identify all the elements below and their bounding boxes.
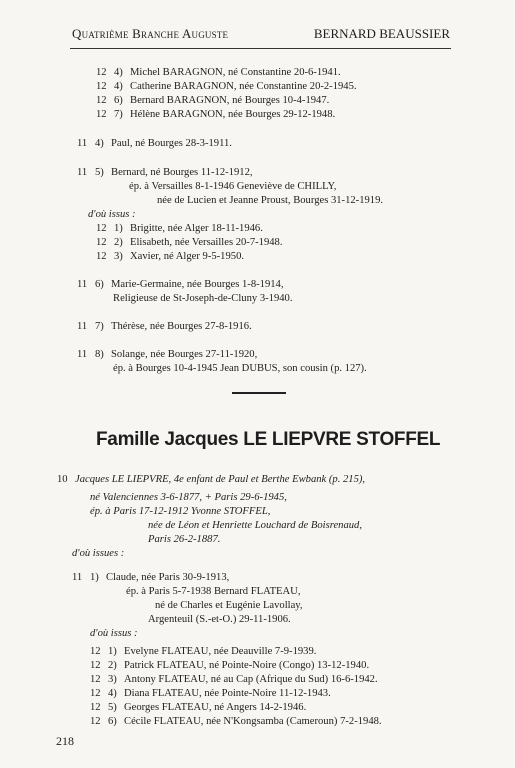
entry-line: 12 3) Antony FLATEAU, né au Cap (Afrique du Sud) 16-6-1942. <box>90 674 378 685</box>
entry-line: ép. à Paris 17-12-1912 Yvonne STOFFEL, <box>90 506 271 517</box>
entry-line: 12 6) Bernard BARAGNON, né Bourges 10-4-1947. <box>96 95 330 106</box>
entry-line: 11 1) Claude, née Paris 30-9-1913, <box>72 572 230 583</box>
entry-line: né de Charles et Eugénie Lavollay, <box>155 600 303 611</box>
entry-line: née de Léon et Henriette Louchard de Boisrenaud, <box>148 520 362 531</box>
entry-line: 12 7) Hélène BARAGNON, née Bourges 29-12-1948. <box>96 109 336 120</box>
entry-line: ép. à Bourges 10-4-1945 Jean DUBUS, son cousin (p. 127). <box>113 363 367 374</box>
header-branch: Quatrième Branche Auguste <box>72 26 229 41</box>
entry-line: 11 7) Thérèse, née Bourges 27-8-1916. <box>77 321 252 332</box>
entry-line: 11 6) Marie-Germaine, née Bourges 1-8-1914, <box>77 279 284 290</box>
entry-line: Paris 26-2-1887. <box>148 534 221 545</box>
family-title: Famille Jacques LE LIEPVRE STOFFEL <box>96 429 441 450</box>
entry-line: 12 4) Catherine BARAGNON, née Constantine 20-2-1945. <box>96 81 357 92</box>
running-header <box>72 27 450 40</box>
entry-line: 12 6) Cécile FLATEAU, née N'Kongsamba (Cameroun) 7-2-1948. <box>90 716 382 727</box>
section-separator <box>232 392 286 394</box>
entry-line: ép. à Versailles 8-1-1946 Geneviève de CHILLY, <box>129 181 337 192</box>
entry-line: d'où issus : <box>88 209 136 220</box>
entry-line: 12 3) Xavier, né Alger 9-5-1950. <box>96 251 245 262</box>
entry-line: 12 1) Evelyne FLATEAU, née Deauville 7-9-1939. <box>90 646 317 657</box>
entry-line: Religieuse de St-Joseph-de-Cluny 3-1940. <box>113 293 293 304</box>
entry-line: 11 4) Paul, né Bourges 28-3-1911. <box>77 138 232 149</box>
entry-line: d'où issus : <box>90 628 138 639</box>
entry-line: ép. à Paris 5-7-1938 Bernard FLATEAU, <box>126 586 301 597</box>
entry-line: née de Lucien et Jeanne Proust, Bourges 31-12-1919. <box>157 195 384 206</box>
entry-line: 10 Jacques LE LIEPVRE, 4e enfant de Paul et Berthe Ewbank (p. 215), <box>57 474 366 485</box>
header-family: BERNARD BEAUSSIER <box>313 26 450 41</box>
entry-line: 12 4) Diana FLATEAU, née Pointe-Noire 11-12-1943. <box>90 688 331 699</box>
page-number: 218 <box>56 734 74 748</box>
entry-line: 12 1) Brigitte, née Alger 18-11-1946. <box>96 223 263 234</box>
entry-line: 11 8) Solange, née Bourges 27-11-1920, <box>77 349 258 360</box>
entry-line: 12 2) Elisabeth, née Versailles 20-7-1948. <box>96 237 283 248</box>
entry-line: né Valenciennes 3-6-1877, + Paris 29-6-1945, <box>90 492 287 503</box>
entry-line: d'où issues : <box>72 548 125 559</box>
entry-line: 12 4) Michel BARAGNON, né Constantine 20-6-1941. <box>96 67 341 78</box>
entry-line: 12 2) Patrick FLATEAU, né Pointe-Noire (Congo) 13-12-1940. <box>90 660 370 671</box>
entry-line: Argenteuil (S.-et-O.) 29-11-1906. <box>148 614 291 625</box>
header-rule <box>70 48 451 49</box>
entry-line: 11 5) Bernard, né Bourges 11-12-1912, <box>77 167 253 178</box>
entry-line: 12 5) Georges FLATEAU, né Angers 14-2-1946. <box>90 702 307 713</box>
